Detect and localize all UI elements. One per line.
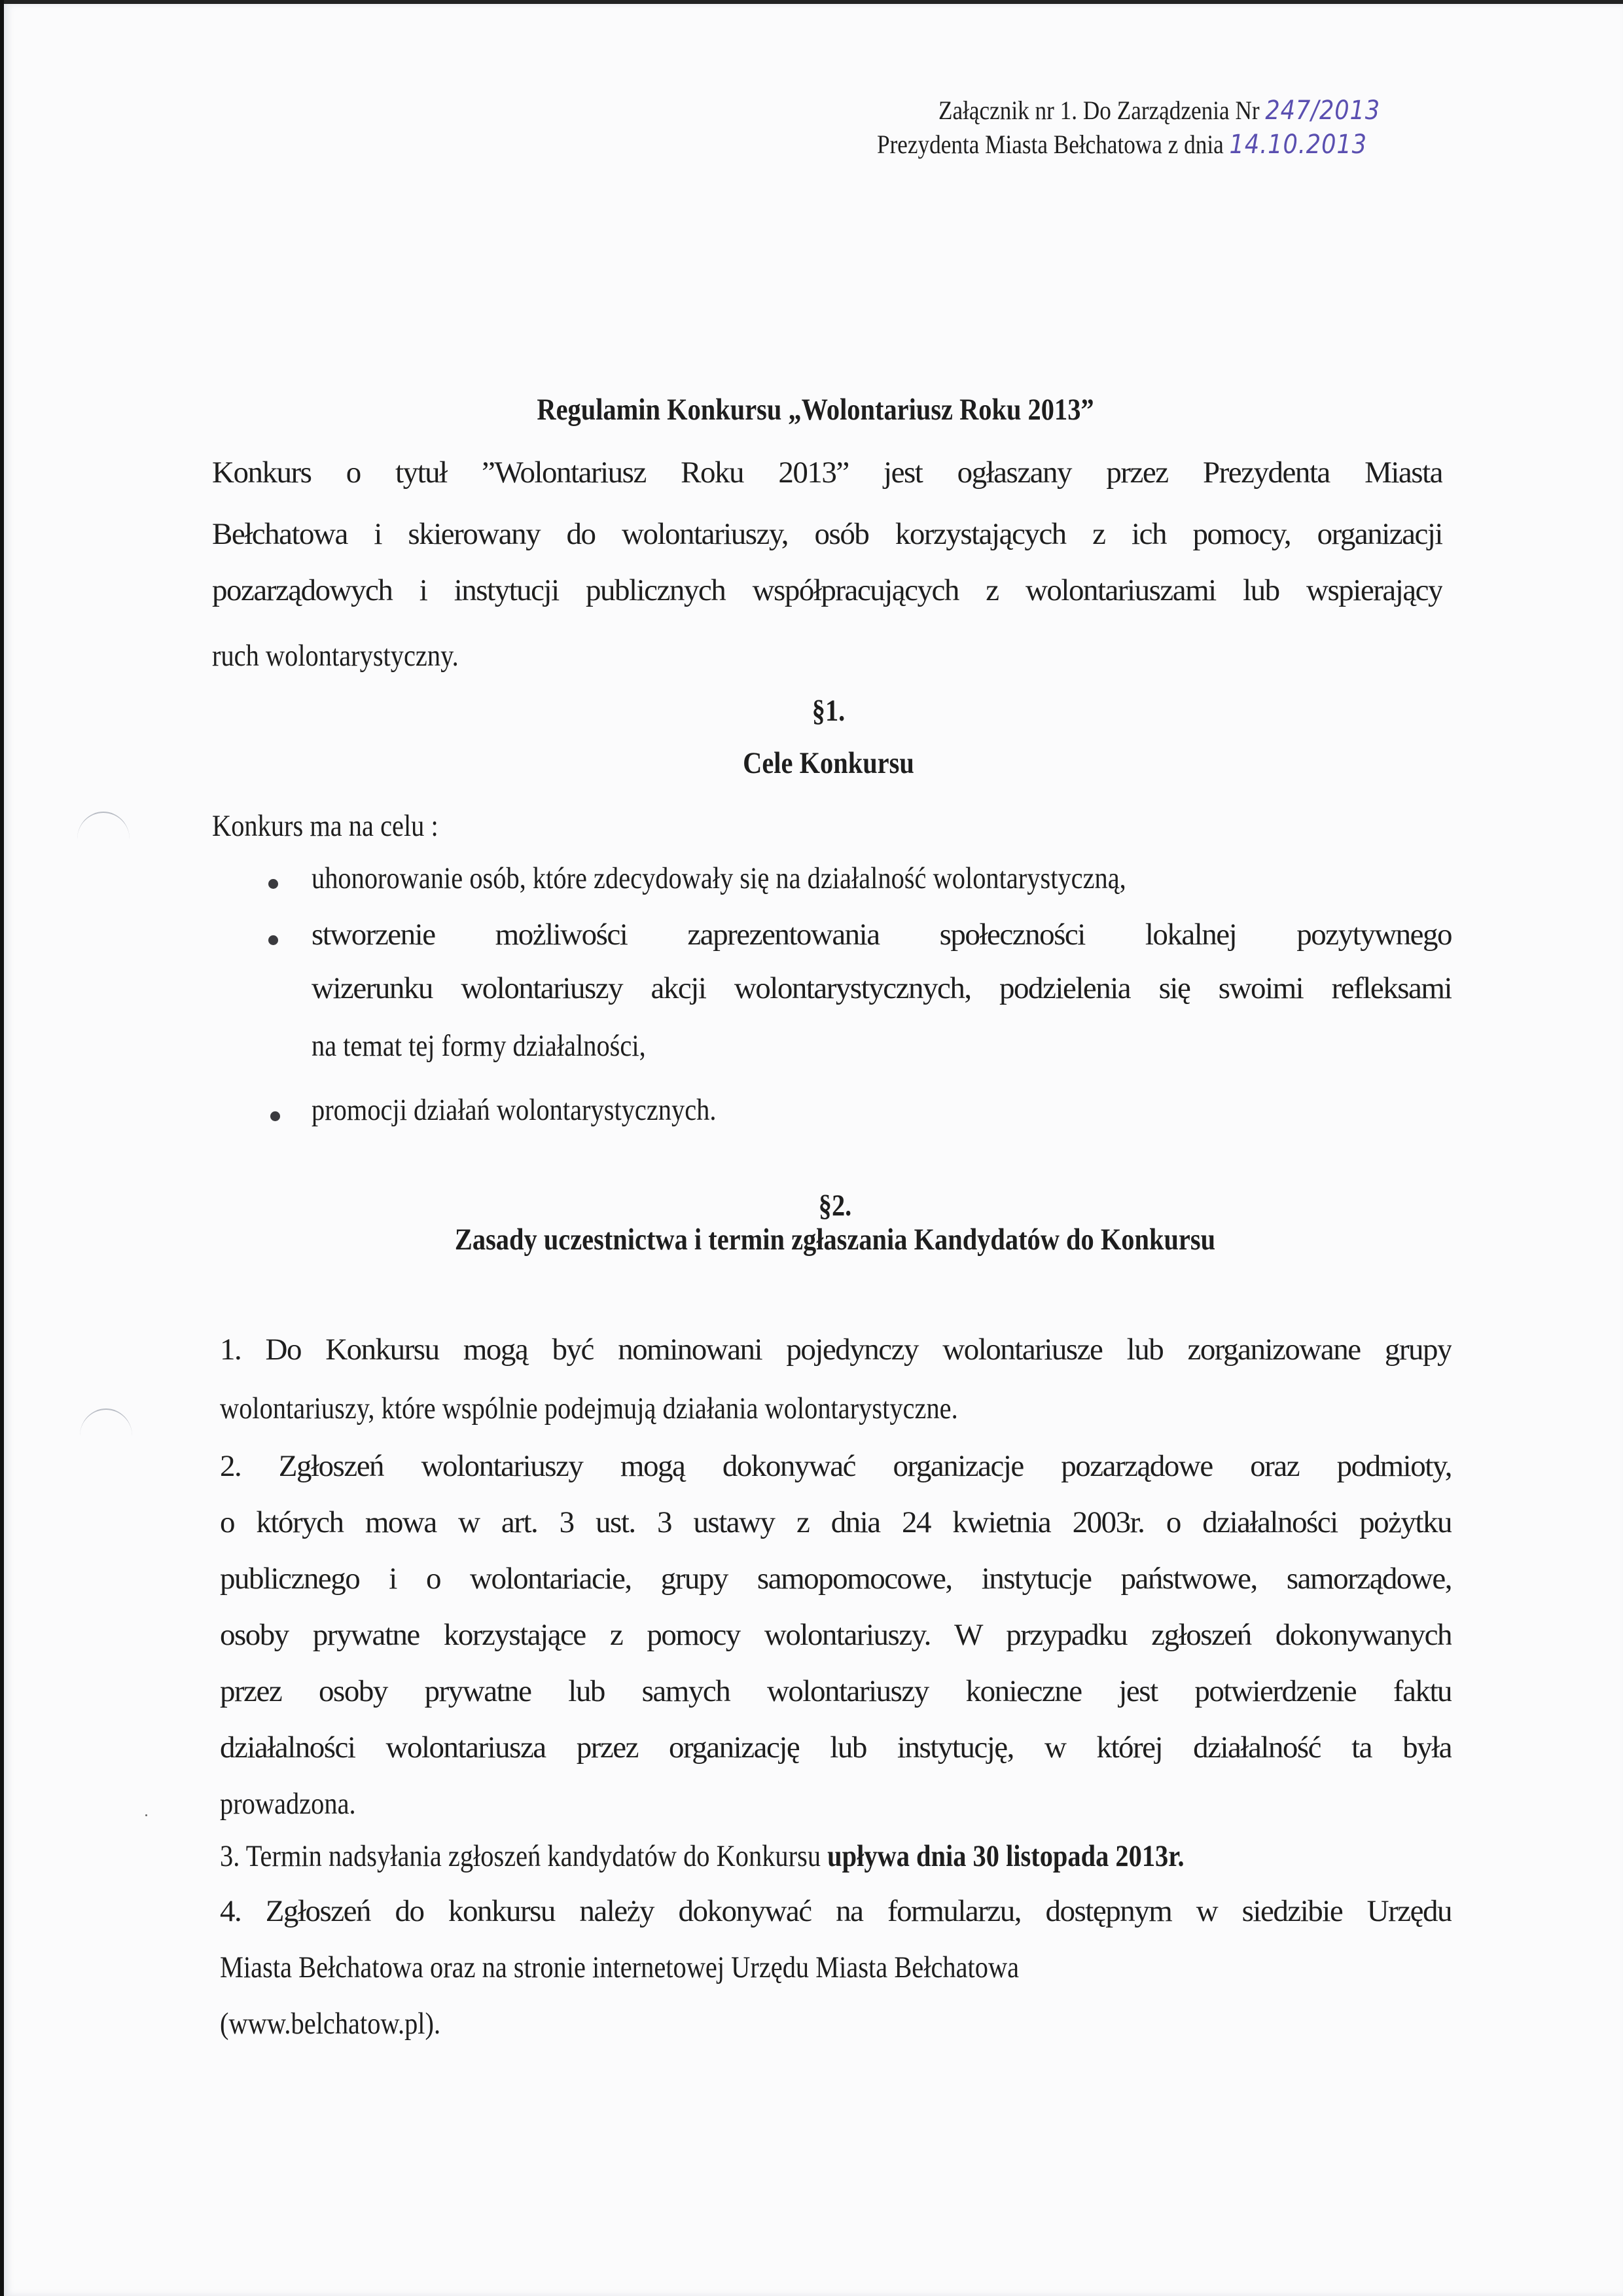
rule-item-3 [220, 1837, 1185, 1876]
goal-item-continuation: na temat tej formy działalności, [312, 1029, 646, 1063]
intro-line: Bełchatowa i skierowany do wolontariuszy, osób korzystających z ich pomocy, organizacji [212, 517, 1442, 551]
section-2-heading: Zasady uczestnictwa i termin zgłaszania Kandydatów do Konkursu [454, 1223, 1216, 1257]
rule-item-2-continuation: prowadzona. [220, 1787, 356, 1821]
bullet-icon [268, 935, 278, 945]
rule-item-1-continuation: wolontariuszy, które wspólnie podejmują działania wolontarystyczne. [220, 1391, 958, 1426]
goal-item: stworzenie możliwości zaprezentowania społeczności lokalnej pozytywnego [312, 918, 1452, 952]
rule-item-2-continuation: publicznego i o wolontariacie, grupy samopomocowe, instytucje państwowe, samorządowe, [220, 1562, 1452, 1596]
rule-item-2-continuation: osoby prywatne korzystające z pomocy wolontariuszy. W przypadku zgłoszeń dokonywanych [220, 1618, 1452, 1652]
punch-hole-mark [77, 812, 130, 839]
rule-item-2-continuation: przez osoby prywatne lub samych wolontariuszy konieczne jest potwierdzenie faktu [220, 1674, 1452, 1708]
rule-item-2-continuation: o których mowa w art. 3 ust. 3 ustawy z dnia 24 kwietnia 2003r. o działalności pożytku [220, 1505, 1452, 1539]
rule-item-3-text: 3. Termin nadsyłania zgłoszeń kandydatów do Konkursu [220, 1839, 828, 1873]
rule-item-2-continuation: działalności wolontariusza przez organizację lub instytucję, w której działalność ta była [220, 1731, 1452, 1765]
attachment-note-text: Załącznik nr 1. Do Zarządzenia Nr [938, 96, 1260, 125]
document-page [4, 4, 1623, 2296]
attachment-note-text: Prezydenta Miasta Bełchatowa z dnia [877, 130, 1224, 159]
goal-item: promocji działań wolontarystycznych. [312, 1093, 717, 1127]
rule-item-4: 4. Zgłoszeń do konkursu należy dokonywać na formularzu, dostępnym w siedzibie Urzędu [220, 1894, 1452, 1928]
rule-item-2: 2. Zgłoszeń wolontariuszy mogą dokonywać organizacje pozarządowe oraz podmioty, [220, 1449, 1452, 1483]
handwritten-date: 14.10.2013 [1229, 130, 1367, 160]
section-2-number: §2. [818, 1189, 852, 1223]
deadline-highlight: upływa dnia 30 listopada 2013r. [827, 1839, 1185, 1873]
section-1-lead: Konkurs ma na celu : [212, 809, 438, 843]
punch-hole-mark [80, 1408, 132, 1436]
handwritten-order-number: 247/2013 [1265, 96, 1381, 126]
intro-line: ruch wolontarystyczny. [212, 639, 459, 673]
attachment-note-line-2 [877, 128, 1367, 161]
goal-item-continuation: wizerunku wolontariuszy akcji wolontarystycznych, podzielenia się swoimi refleksami [312, 971, 1452, 1005]
intro-line: pozarządowych i instytucji publicznych współpracujących z wolontariuszami lub wspierający [212, 573, 1442, 607]
goal-item: uhonorowanie osób, które zdecydowały się na działalność wolontarystyczną, [312, 861, 1126, 895]
attachment-note-line-1 [938, 94, 1380, 127]
section-1-heading: Cele Konkursu [743, 746, 914, 780]
document-title: Regulamin Konkursu „Wolontariusz Roku 2013” [537, 393, 1094, 427]
bullet-icon [270, 1111, 280, 1121]
intro-line: Konkurs o tytuł ”Wolontariusz Roku 2013” jest ogłaszany przez Prezydenta Miasta [212, 456, 1442, 490]
website-reference: (www.belchatow.pl). [220, 2007, 441, 2041]
bullet-icon [268, 879, 278, 889]
rule-item-4-continuation: Miasta Bełchatowa oraz na stronie internetowej Urzędu Miasta Bełchatowa [220, 1950, 1020, 1984]
rule-item-1: 1. Do Konkursu mogą być nominowani pojedynczy wolontariusze lub zorganizowane grupy [220, 1333, 1452, 1367]
scan-speck [145, 1814, 147, 1816]
section-1-number: §1. [812, 694, 846, 728]
